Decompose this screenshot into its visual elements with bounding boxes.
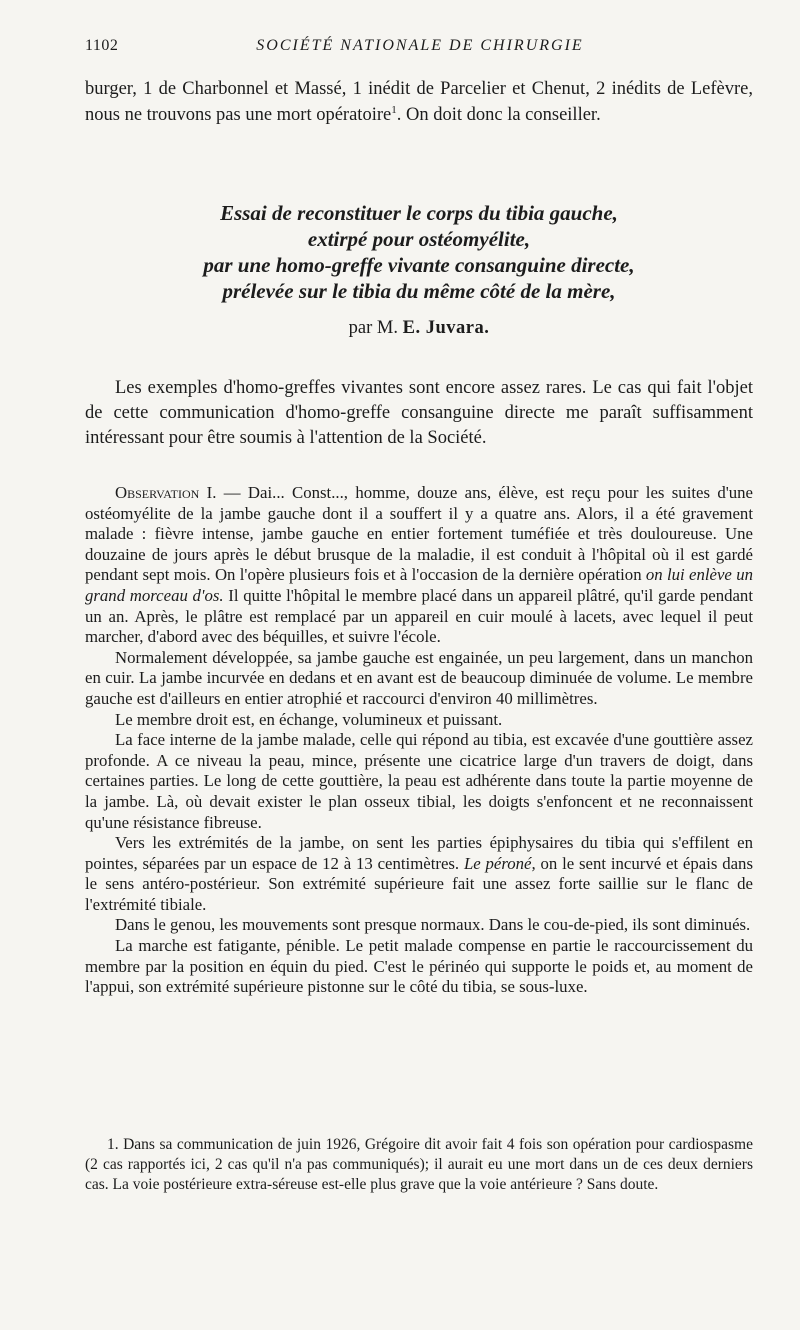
observation-paragraph: Normalement développée, sa jambe gauche est engainée, un peu largement, dans un manchon en cuir. La jambe incurvée en dedans et en avant est de beaucoup diminuée de volume. Le membre gauche est d'ailleurs en entier atrophié et raccourci d'environ 40 millimètres.: [85, 647, 753, 708]
footnote: [85, 1135, 753, 1195]
observation-text: — Dai... Const..., homme, douze ans, élève, est reçu pour les suites d'une ostéomyélite de la jambe gauche dont il a souffert il y a quatre ans. Alors, il a été gravement malade : fièvre intense, jambe gauche en entier fortement tuméfiée et très douloureuse. Une douzaine de jours après le début brusque de la maladie, il est conduit à l'hôpital où il est gardé pendant sept mois. On l'opère plusieurs fois et à l'occasion de la dernière opération: [85, 483, 753, 585]
observation-paragraph: Le membre droit est, en échange, volumineux et puissant.: [115, 709, 503, 729]
title-line: par une homo-greffe vivante consanguine directe,: [203, 253, 635, 277]
observation-paragraph: Dans le genou, les mouvements sont presque normaux. Dans le cou-de-pied, ils sont diminués.: [115, 915, 751, 935]
footnote-text: 1. Dans sa communication de juin 1926, Grégoire dit avoir fait 4 fois son opération pour cardiospasme (2 cas rapportés ici, 2 cas qu'il n'a pas communiqués); il aurait eu une mort dans un de ces deux derniers cas. La voie postérieure extra-séreuse est-elle plus grave que la voie antérieure ? Sans doute.: [85, 1136, 753, 1193]
intro-text: burger, 1 de Charbonnel et Massé, 1 inédit de Parcelier et Chenut, 2 inédits de Lefèvre, nous ne trouvons pas une mort opératoire: [85, 79, 753, 125]
lead-paragraph: Les exemples d'homo-greffes vivantes sont encore assez rares. Le cas qui fait l'objet de cette communication d'homo-greffe consanguine directe me paraît suffisamment intéressant pour être soumis à l'attention de la Société.: [85, 378, 753, 448]
observation-italic: Le péroné,: [463, 853, 536, 873]
page-number: 1102: [85, 37, 119, 54]
footnote-ref: 1: [391, 103, 397, 116]
author-name: E. Juvara.: [402, 318, 490, 338]
title-line: prélevée sur le tibia du même côté de la mère,: [222, 279, 616, 303]
observation-text: Il quitte l'hôpital le membre placé dans un appareil plâtré, qu'il garde pendant un an. Après, le plâtre est remplacé par un appareil en cuir moulé à lacets, avec lequel il peut marcher, d'abord avec des béquilles, et suivre l'école.: [85, 585, 753, 647]
intro-paragraph: [85, 76, 753, 128]
byline-prefix: par M.: [348, 318, 398, 338]
observation-paragraph: [85, 483, 753, 648]
observation-label: Observation I.: [115, 483, 217, 502]
byline: [85, 318, 753, 339]
observation-paragraph: La face interne de la jambe malade, celle qui répond au tibia, est excavée d'une gouttière assez profonde. A ce niveau la peau, mince, présente une cicatrice large d'un travers de doigt, dans certaines parties. Le long de cette gouttière, la peau est adhérente dans toute la partie moyenne de la jambe. Là, où devait exister le plan osseux tibial, les doigts s'enfoncent et ne reconnaissent qu'une résistance fibreuse.: [85, 730, 753, 832]
title-line: extirpé pour ostéomyélite,: [307, 227, 531, 251]
observation-paragraph: La marche est fatigante, pénible. Le petit malade compense en partie le raccourcissement du membre par la position en équin du pied. C'est le périnéo qui supporte le poids et, au moment de l'appui, son extrémité supérieure pistonne sur le côté du tibia, se sous-luxe.: [85, 936, 753, 997]
article-title: [85, 200, 753, 304]
observation-italic: on lui enlève un grand morceau d'os.: [85, 565, 753, 605]
running-title: SOCIÉTÉ NATIONALE DE CHIRURGIE: [256, 37, 584, 54]
observation-text: Vers les extrémités de la jambe, on sent les parties épiphysaires du tibia qui s'effilent en pointes, séparées par un espace de 12 à 13 centimètres.: [85, 833, 753, 873]
observation-paragraph: [85, 833, 753, 915]
intro-tail: . On doit donc la conseiller.: [396, 105, 601, 125]
observation-text: on le sent incurvé et épais dans le sens antéro-postérieur. Son extrémité supérieure fait une assez forte saillie sur le flanc de l'extrémité tibiale.: [85, 853, 753, 914]
observation-section: [85, 483, 753, 998]
title-line: Essai de reconstituer le corps du tibia gauche,: [220, 201, 618, 225]
